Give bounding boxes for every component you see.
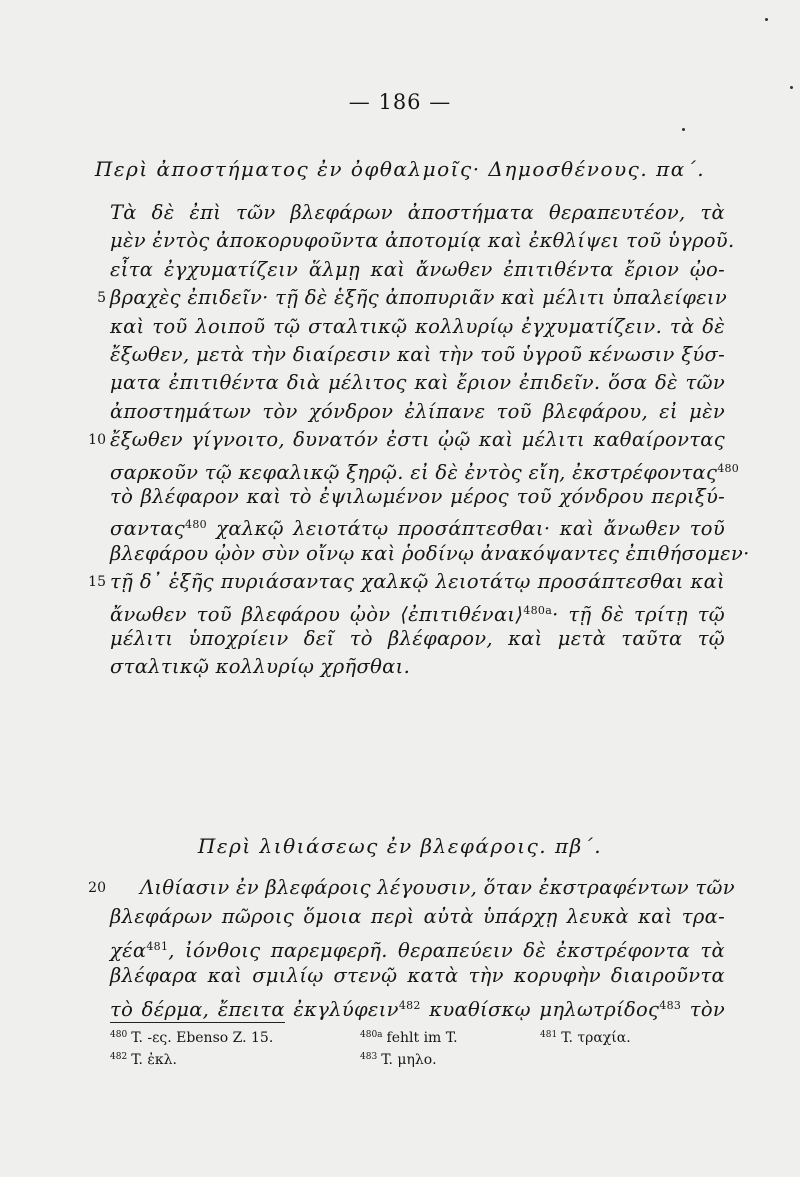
- text-line: [110, 396, 725, 428]
- page-number: — 186 —: [348, 90, 452, 114]
- text-segment: χαλκῷ λειοτάτῳ προσάπτεσθαι· καὶ ἄνωθεν τοῦ: [206, 517, 725, 541]
- text-segment: σαρκοῦν τῷ κεφαλικῷ ξηρῷ. εἰ δὲ ἐντὸς εἴη, ἐκστρέφοντας: [110, 460, 718, 484]
- section-title-82: Περὶ λιθιάσεως ἐν βλεφάροις. πβ΄.: [197, 834, 603, 858]
- footnote-text: T. τραχία.: [561, 1030, 631, 1046]
- footnote-number: 483: [360, 1052, 378, 1062]
- text-line: [110, 225, 735, 257]
- line-number: 20: [88, 880, 106, 896]
- text-segment: βλεφάρων πῶροις ὅμοια περὶ αὐτὰ ὑπάρχῃ λευκὰ καὶ τρα-: [110, 905, 725, 929]
- text-segment: τῇ δ᾽ ἑξῆς πυριάσαντας χαλκῷ λειοτάτῳ προσάπτεσθαι καὶ: [110, 570, 725, 594]
- footnote: [540, 1030, 631, 1046]
- text-segment: μέλιτι ὑποχρίειν δεῖ τὸ βλέφαρον, καὶ μετὰ ταῦτα τῷ: [110, 627, 725, 650]
- footnote-ref: 480: [185, 518, 207, 532]
- text-line: [110, 651, 725, 683]
- footnote: [360, 1052, 437, 1068]
- footnote-ref: 480: [717, 461, 740, 475]
- text-line: [110, 509, 725, 541]
- text-segment: ἀποστημάτων τὸν χόνδρον ἐλίπανε τοῦ βλεφάρου, εἰ μὲν: [110, 399, 725, 423]
- footnote-ref: 481: [146, 939, 169, 953]
- footnote-text: T. -ες. Ebenso Z. 15.: [131, 1030, 274, 1046]
- footnote-number: 482: [110, 1052, 128, 1062]
- text-line: [110, 595, 725, 627]
- text-line: [110, 197, 725, 229]
- text-segment: ἔξωθεν, μετὰ τὴν διαίρεσιν καὶ τὴν τοῦ ὑγροῦ κένωσιν ξύσ-: [110, 343, 725, 366]
- text-segment: μὲν ἐντὸς ἀποκορυφοῦντα ἀποτομίᾳ καὶ ἐκθλίψει τοῦ ὑγροῦ.: [110, 229, 735, 253]
- text-segment: · τῇ δὲ τρίτῃ τῷ: [552, 602, 725, 626]
- text-line: [110, 931, 725, 963]
- text-segment: ματα ἐπιτιθέντα διὰ μέλιτος καὶ ἔριον ἐπιδεῖν. ὅσα δὲ τῶν: [110, 371, 725, 395]
- text-segment: καὶ τοῦ λοιποῦ τῷ σταλτικῷ κολλυρίῳ ἐγχυματίζειν. τὰ δὲ: [110, 314, 725, 338]
- text-segment: βλέφαρα καὶ σμιλίῳ στενῷ κατὰ τὴν κορυφὴν διαιροῦντα: [110, 964, 725, 988]
- footnote-text: T. μηλο.: [381, 1052, 437, 1068]
- footnote-ref: 483: [659, 998, 682, 1012]
- text-line: [110, 623, 725, 655]
- text-line: [110, 311, 725, 343]
- line-number: 15: [88, 574, 106, 591]
- text-segment: , ἰόνθοις παρεμφερῆ. θεραπεύειν δὲ ἐκστρέφοντα τὰ: [168, 938, 725, 962]
- footnote: [110, 1030, 273, 1046]
- text-segment: τὸ βλέφαρον καὶ τὸ ἐψιλωμένον μέρος τοῦ χόνδρου περιξύ-: [110, 485, 725, 508]
- footnote-number: 481: [540, 1030, 558, 1040]
- scan-speck: [790, 86, 793, 89]
- text-segment: Λιθίασιν ἐν βλεφάροις λέγουσιν, ὅταν ἐκστραφέντων τῶν: [140, 876, 735, 899]
- footnote: [110, 1052, 177, 1068]
- scan-speck: [765, 18, 768, 21]
- footnote-ref: 482: [398, 998, 421, 1012]
- text-segment: εἶτα ἐγχυματίζειν ἅλμῃ καὶ ἄνωθεν ἐπιτιθέντα ἔριον ᾠο-: [110, 257, 725, 281]
- footnote-text: T. ἐκλ.: [131, 1052, 177, 1068]
- text-segment: Τὰ δὲ ἐπὶ τῶν βλεφάρων ἀποστήματα θεραπευτέον, τὰ: [110, 201, 725, 224]
- text-line: [110, 538, 750, 570]
- line-number: 5: [97, 290, 106, 307]
- text-segment: ἄνωθεν τοῦ βλεφάρου ᾠὸν ⟨ἐπιτιθέναι⟩: [110, 602, 524, 626]
- scan-speck: [682, 128, 685, 131]
- text-segment: σαντας: [110, 517, 186, 541]
- text-line: [110, 453, 740, 485]
- section-title-81: Περὶ ἀποστήματος ἐν ὀφθαλμοῖς· Δημοσθένους. πα΄.: [94, 157, 706, 181]
- text-line: [110, 960, 725, 992]
- text-segment: χέα: [110, 938, 147, 962]
- text-line: [110, 566, 725, 598]
- footnote-ref: 480a: [523, 603, 553, 617]
- text-segment: τὸν: [681, 997, 726, 1021]
- text-line: [110, 367, 725, 399]
- text-line: [110, 254, 725, 286]
- text-segment: ἔξωθεν γίγνοιτο, δυνατόν ἐστι ᾠῷ καὶ μέλιτι καθαίροντας: [110, 428, 725, 452]
- text-segment: κυαθίσκῳ μηλωτρίδος: [420, 997, 660, 1021]
- text-segment: σταλτικῷ κολλυρίῳ χρῆσθαι.: [110, 655, 411, 679]
- footnote-number: 480a: [360, 1030, 383, 1040]
- text-line: [110, 990, 725, 1022]
- text-line: [110, 901, 725, 933]
- text-line: [110, 424, 725, 456]
- text-line: [110, 282, 728, 314]
- footnote: [360, 1030, 458, 1046]
- text-segment: τὸ δέρμα, ἔπειτα ἐκγλύφειν: [110, 997, 399, 1021]
- text-segment: βλεφάρου ᾠὸν σὺν οἴνῳ καὶ ῥοδίνῳ ἀνακόψαντες ἐπιθήσομεν·: [110, 541, 750, 565]
- text-line: [110, 339, 725, 371]
- footnote-number: 480: [110, 1030, 128, 1040]
- text-line: [140, 872, 735, 904]
- line-number: 10: [88, 432, 106, 449]
- text-line: [110, 481, 725, 513]
- footnote-rule: [110, 1022, 285, 1023]
- footnote-text: fehlt im T.: [386, 1030, 458, 1046]
- text-segment: βραχὲς ἐπιδεῖν· τῇ δὲ ἑξῆς ἀποπυριᾶν καὶ μέλιτι ὑπαλείφειν: [110, 286, 728, 310]
